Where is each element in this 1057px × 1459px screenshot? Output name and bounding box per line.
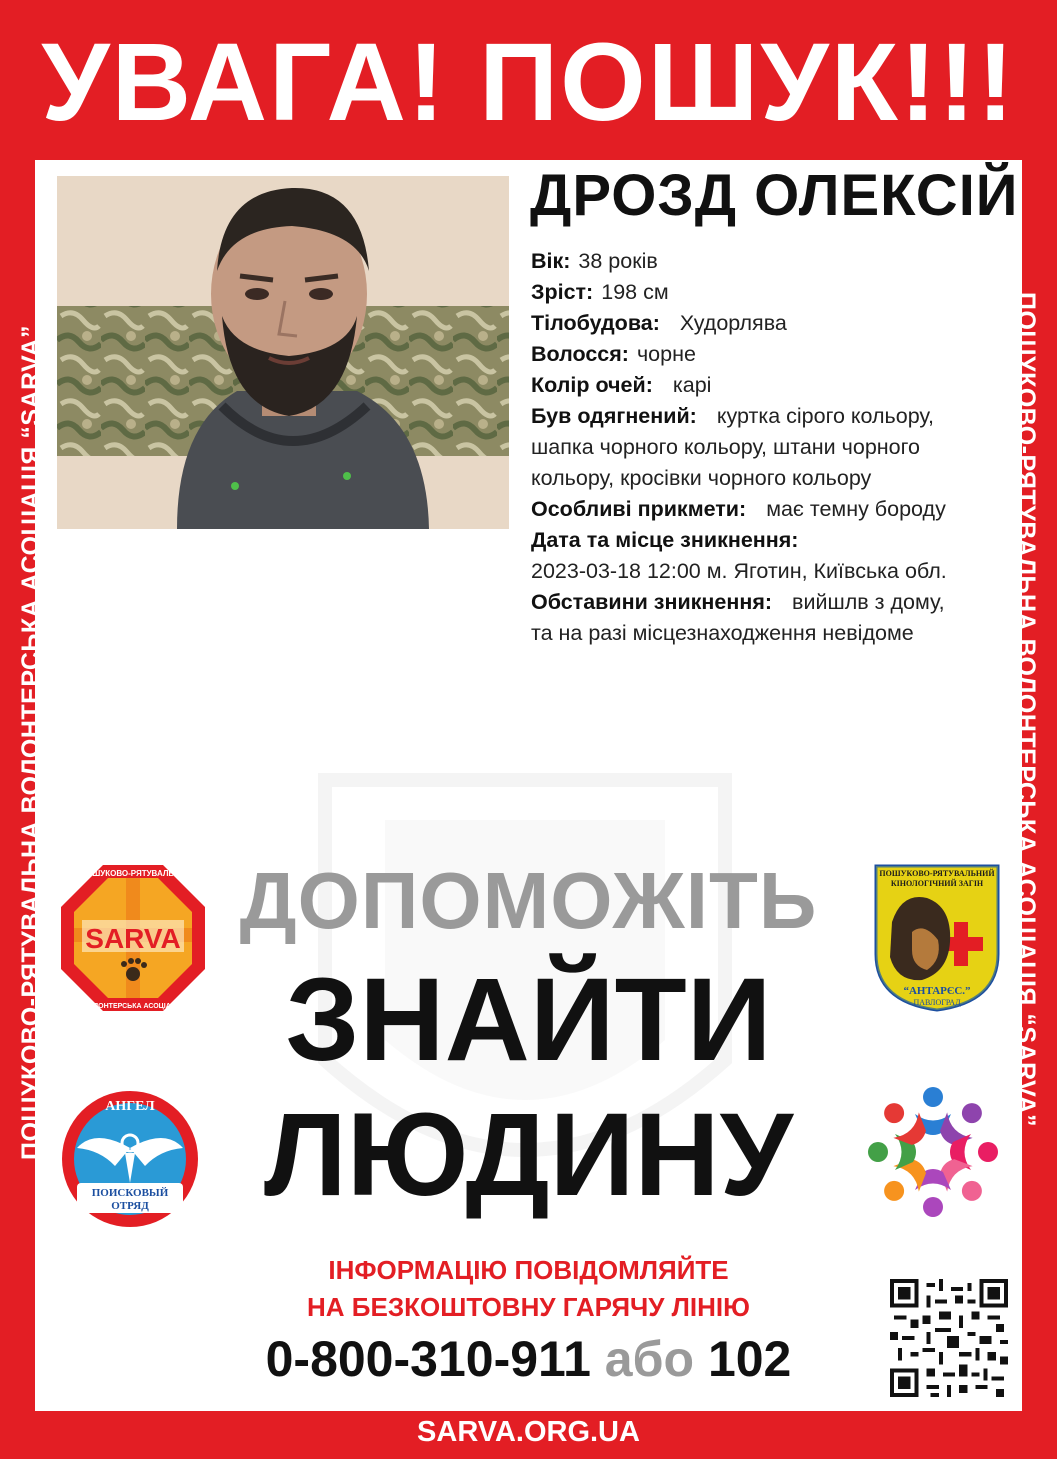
circumstances-line-2: та на разі місцезнаходження невідоме <box>531 621 914 645</box>
clothes-value-1: куртка сірого кольору, <box>716 404 935 428</box>
hotline-or: або <box>604 1331 695 1387</box>
person-name: ДРОЗД ОЛЕКСІЙ <box>530 163 1019 228</box>
antares-logo-top-2: КІНОЛОГІЧНИЙ ЗАГІН <box>890 879 984 888</box>
hotline-line-2: НА БЕЗКОШТОВНУ ГАРЯЧУ ЛІНІЮ <box>307 1292 750 1322</box>
side-organization-text-right: ПОШУКОВО-РЯТУВАЛЬНА ВОЛОНТЕРСЬКА АСОЦІАЦІЯ “SARVA” <box>1012 292 1040 1128</box>
alert-headline: УВАГА! ПОШУК!!! <box>41 21 1016 144</box>
help-line-1: ДОПОМОЖІТЬ <box>239 856 818 945</box>
circumstances-row <box>531 587 1006 618</box>
hotline-line-1: ІНФОРМАЦІЮ ПОВІДОМЛЯЙТЕ <box>328 1255 729 1285</box>
marks-row <box>531 494 1006 525</box>
clothes-line-3: кольору, кросівки чорного кольору <box>531 466 872 490</box>
build-row <box>531 308 1006 339</box>
antares-logo <box>872 862 1002 1017</box>
sarva-logo-top: ПОШУКОВО-РЯТУВАЛЬНА <box>80 869 186 878</box>
side-organization-text-left: ПОШУКОВО-РЯТУВАЛЬНА ВОЛОНТЕРСЬКА АСОЦІАЦІЯ “SARVA” <box>17 324 45 1160</box>
missing-person-photo <box>57 176 509 529</box>
angel-logo <box>55 1088 205 1235</box>
date-place-value: 2023-03-18 12:00 м. Яготин, Київська обл. <box>531 559 947 583</box>
antares-logo-city: ПАВЛОГРАД <box>913 998 961 1007</box>
community-people-logo <box>858 1080 1008 1230</box>
circumstances-value-1: вийшлв з дому, <box>792 590 945 614</box>
antares-logo-top-1: ПОШУКОВО-РЯТУВАЛЬНИЙ <box>879 869 995 878</box>
hair-row <box>531 339 1006 370</box>
qr-code <box>890 1279 1008 1397</box>
clothes-line-2: шапка чорного кольору, штани чорного <box>531 435 920 459</box>
circumstances-label: Обставини зникнення: <box>531 590 773 614</box>
age-label: Вік: <box>531 249 571 273</box>
website-link[interactable]: SARVA.ORG.UA <box>417 1416 640 1448</box>
hotline-phone: 0-800-310-911 <box>265 1331 591 1387</box>
age-value: 38 років <box>578 249 658 273</box>
hair-value: чорне <box>636 342 696 366</box>
help-line-3: ЛЮДИНУ <box>263 1089 794 1221</box>
sarva-logo-name: SARVA <box>85 923 181 954</box>
hotline-alt-phone: 102 <box>707 1331 792 1387</box>
angel-logo-bottom-2: ОТРЯД <box>111 1200 149 1212</box>
clothes-row <box>531 401 1006 432</box>
build-value: Худорлява <box>679 311 787 335</box>
sarva-logo-bottom: ВОЛОНТЕРСЬКА АСОЦІАЦІЯ <box>83 1003 183 1010</box>
help-line-2: ЗНАЙТИ <box>285 954 772 1086</box>
antares-logo-name: “АНТАРЄС.” <box>903 985 971 997</box>
clothes-label: Був одягнений: <box>531 404 697 428</box>
marks-label: Особливі прикмети: <box>531 497 747 521</box>
eyes-value: карі <box>672 373 712 397</box>
sarva-logo <box>58 862 208 1019</box>
age-row <box>531 246 1006 277</box>
person-details <box>531 246 1006 649</box>
eyes-label: Колір очей: <box>531 373 653 397</box>
height-row <box>531 277 1006 308</box>
angel-logo-top: АНГЕЛ <box>105 1099 155 1114</box>
angel-logo-bottom-1: ПОИСКОВЫЙ <box>91 1187 169 1199</box>
build-label: Тілобудова: <box>531 311 660 335</box>
height-value: 198 см <box>601 280 669 304</box>
height-label: Зріст: <box>531 280 594 304</box>
date-place-label-row <box>531 525 1006 556</box>
date-place-label: Дата та місце зникнення: <box>531 528 799 552</box>
hair-label: Волосся: <box>531 342 629 366</box>
eyes-row <box>531 370 1006 401</box>
marks-value: має темну бороду <box>766 497 946 521</box>
